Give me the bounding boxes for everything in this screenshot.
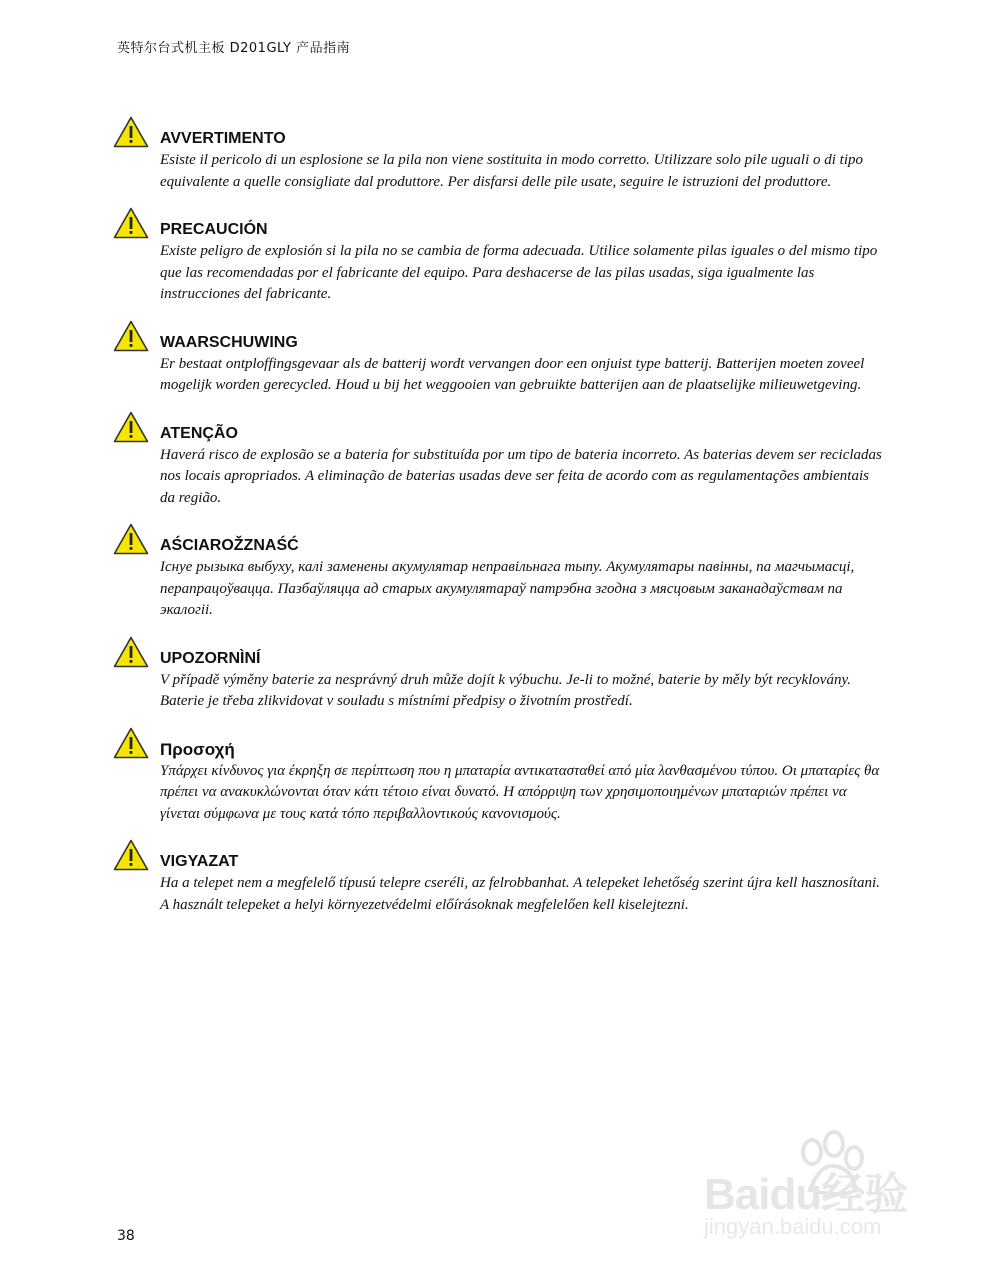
watermark-brand: Baidu经验	[704, 1170, 908, 1219]
warnings-list	[113, 116, 883, 930]
warning-block	[113, 523, 883, 622]
warning-title: Προσοχή	[160, 739, 235, 759]
warning-triangle-icon	[113, 523, 149, 555]
warning-title: UPOZORNÌNÍ	[160, 649, 261, 667]
warning-triangle-icon	[113, 727, 149, 759]
warning-block	[113, 207, 883, 306]
warning-triangle-icon	[113, 320, 149, 352]
warning-triangle-icon	[113, 839, 149, 871]
warning-block	[113, 320, 883, 397]
warning-block	[113, 411, 883, 510]
baidu-watermark	[700, 1130, 940, 1250]
warning-triangle-icon	[113, 116, 149, 148]
warning-block	[113, 116, 883, 193]
watermark-url: jingyan.baidu.com	[704, 1214, 882, 1239]
warning-title: WAARSCHUWING	[160, 333, 298, 351]
warning-text: V případě výměny baterie za nesprávný druh může dojít k výbuchu. Je-li to možné, baterie by měly být recyklovány. Baterie je třeba zlikvidovat v souladu s místními předpisy o životním prostředí.	[160, 671, 852, 709]
warning-title: AVVERTIMENTO	[160, 130, 286, 147]
warning-text: Haverá risco de explosão se a bateria for substituída por um tipo de bateria incorreto. As baterias devem ser recicladas nos locais apropriados. A eliminação de baterias usadas deve ser feita de acordo com as regulamentações ambientais da região.	[160, 446, 882, 506]
warning-text: Υπάρχει κίνδυνος για έκρηξη σε περίπτωση που η μπαταρία αντικατασταθεί από μία λανθασμένου τύπου. Οι μπαταρίες θα πρέπει να ανακυκλώνονται όταν κάτι τέτοιο είναι δυνατό. Η απόρριψη των χρησιμοποιημένων μπαταριών πρέπει να γίνεται σύμφωνα με τους κατά τόπο περιβαλλοντικούς κανονισμούς.	[160, 762, 880, 822]
warning-title: ATENÇÃO	[160, 424, 238, 442]
page-number: 38	[117, 1228, 135, 1244]
warning-block	[113, 636, 883, 713]
warning-text: Esiste il pericolo di un esplosione se la pila non viene sostituita in modo corretto. Utilizzare solo pile uguali o di tipo equivalente a quelle consigliate dal produttore. Per disfarsi delle pile usate, seguire le istruzioni del produttore.	[160, 152, 864, 190]
warning-text: Existe peligro de explosión si la pila no se cambia de forma adecuada. Utilice solamente pilas iguales o del mismo tipo que las recomendadas por el fabricante del equipo. Para deshacerse de las pilas usadas, siga igualmente las instrucciones del fabricante.	[160, 243, 878, 302]
page-header: 英特尔台式机主板 D201GLY 产品指南	[117, 41, 351, 56]
warning-title: VIGYAZAT	[160, 853, 239, 870]
warning-triangle-icon	[113, 636, 149, 668]
warning-title: PRECAUCIÓN	[160, 221, 268, 238]
warning-title: AŚCIAROŽZNAŚĆ	[160, 537, 299, 554]
warning-text: Існуе рызыка выбуху, калі заменены акумулятар неправільнага тыпу. Акумулятары павінны, па магчымасці, перапрацоўвацца. Пазбаўляцца ад старых акумулятараў патрэбна згодна з мясцовым заканадаўствам па экалогіі.	[160, 559, 855, 618]
warning-text: Er bestaat ontploffingsgevaar als de batterij wordt vervangen door een onjuist type batterij. Batterijen moeten zoveel mogelijk worden gerecycled. Houd u bij het weggooien van gebruikte batterijen aan de plaatselijke milieuwetgeving.	[160, 355, 865, 393]
warning-triangle-icon	[113, 411, 149, 443]
warning-block	[113, 727, 883, 826]
warning-triangle-icon	[113, 207, 149, 239]
warning-text: Ha a telepet nem a megfelelő típusú telepre cseréli, az felrobbanhat. A telepeket lehetőség szerint újra kell hasznosítani. A használt telepeket a helyi környezetvédelmi előírásoknak megfelelően kell kiselejtezni.	[160, 875, 880, 913]
warning-block	[113, 839, 883, 916]
